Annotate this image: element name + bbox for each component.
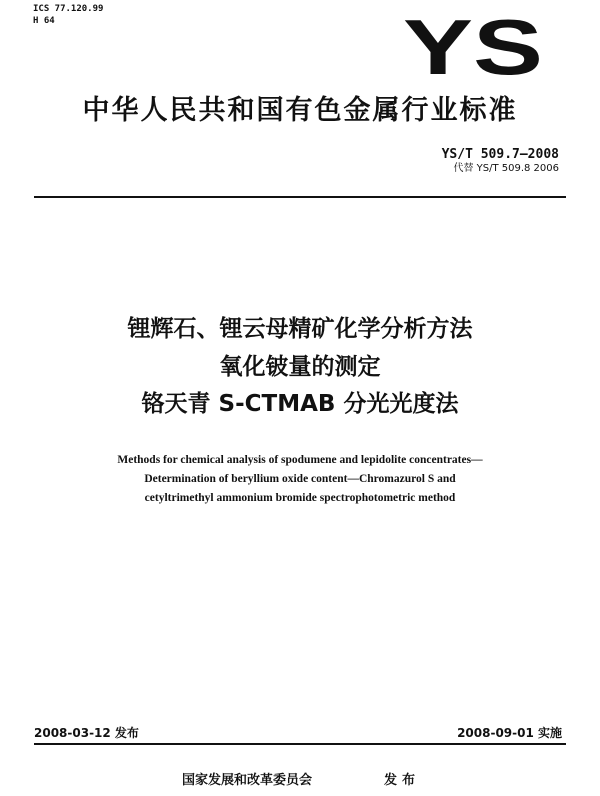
issue-date: 2008-03-12 发布 — [34, 726, 139, 740]
standard-category: 中华人民共和国有色金属行业标准 — [82, 95, 518, 126]
logo-text: YS — [403, 12, 543, 78]
title-en-line: Methods for chemical analysis of spodumene and lepidolite concentrates— — [117, 454, 483, 466]
ys-logo — [398, 12, 548, 78]
standard-number: YS/T 509.7—2008 — [441, 147, 559, 162]
ics-code: ICS 77.120.99 — [33, 4, 104, 14]
title-cn-line: 锂辉石、锂云母精矿化学分析方法 — [127, 316, 473, 342]
title-en-line: Determination of beryllium oxide content—Chromazurol S and — [144, 473, 456, 485]
replaces-standard: 代替 YS/T 509.8 2006 — [453, 163, 559, 174]
issuer-name: 国家发展和改革委员会 — [182, 773, 313, 788]
implement-date: 2008-09-01 实施 — [457, 726, 562, 740]
title-cn-line: 氧化铍量的测定 — [219, 354, 381, 380]
title-en-line: cetyltrimethyl ammonium bromide spectrophotometric method — [144, 492, 456, 504]
ccs-code: H 64 — [33, 16, 55, 26]
title-cn-line: 铬天青 S-CTMAB 分光光度法 — [141, 391, 459, 417]
bottom-divider — [34, 743, 566, 745]
issuer-action: 发布 — [384, 773, 421, 788]
top-divider — [34, 196, 566, 198]
